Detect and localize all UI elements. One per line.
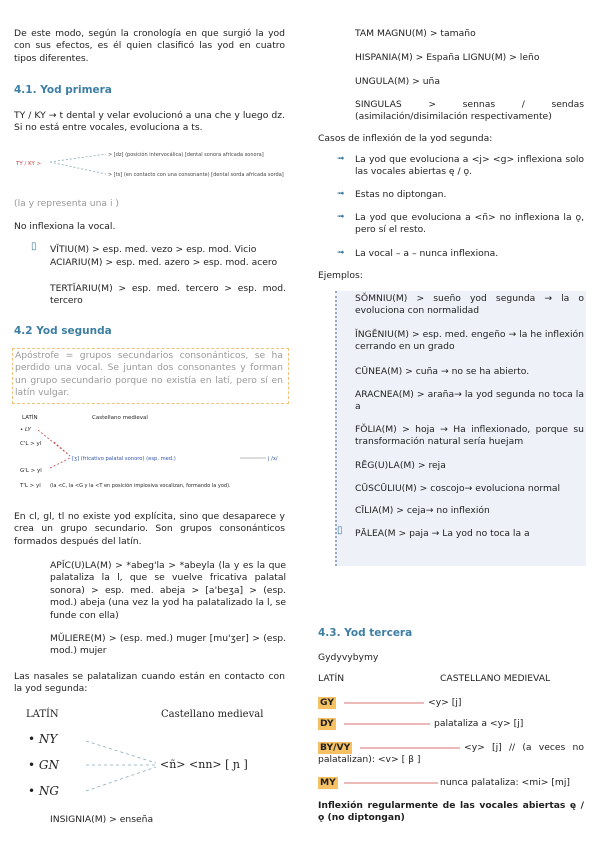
bullet-3: La yod que evoluciona a <ñ> no inflexiona la ǫ, pero sí el resto. <box>355 212 584 236</box>
bullet-1: La yod que evoluciona a <j> <g> inflexiona solo las vocales abiertas ę / ǫ. <box>355 154 584 178</box>
document-icon: ▯ <box>31 241 37 252</box>
example-tertiarium: TERTĬARIU(M) > esp. med. tercero > esp. mod. tercero <box>50 283 286 307</box>
diagram1-source: TY / KY > <box>16 161 42 167</box>
row-byvy-key: BY/VY <box>320 742 351 753</box>
example-muliere: MŬLIERE(M) > (esp. med.) muger [mu'ʒer] > (esp. mod.) mujer <box>50 633 286 657</box>
diagram2-castellano: Castellano medieval <box>92 415 148 421</box>
diagram-nasales <box>18 705 288 805</box>
ejemplos-heading: Ejemplos: <box>318 270 363 281</box>
diagram3-result: <ñ> <nn> [ ɲ ] <box>160 758 248 771</box>
example-singulas: SINGULAS > sennas / sendas (asimilación/disimilación respectivamente) <box>355 99 584 123</box>
arrow-bullet-icon: ➟ <box>337 248 345 258</box>
example-aracnea: ARACNEA(M) > araña→ la yod segunda no toca la a <box>355 389 584 413</box>
diagram2-latin: LATÍN <box>22 415 38 421</box>
apostrofe-text: Apóstrofe = grupos secundarios consonánticos, se ha perdido una vocal. Se juntan dos consonantes y forman un grupo secundario porque no existía en latí, pero sí en latín vulgar. <box>15 350 283 399</box>
example-regula: RĒG(U)LA(M) > reja <box>355 460 446 471</box>
bullet-4: La vocal – a – nunca inflexiona. <box>355 248 499 259</box>
arrow-bullet-icon: ➟ <box>337 154 345 164</box>
diagram3-latin: LATÍN <box>26 709 59 720</box>
example-cilia: CĪLIA(M) > ceja→ no inflexión <box>355 505 490 516</box>
row-my-value: nunca palataliza: <mi> [mj] <box>440 777 571 788</box>
diagram-yod-primera <box>14 144 285 184</box>
diagram3-ny: • NY <box>28 732 58 746</box>
grupos-paragraph: En cl, gl, tl no existe yod explícita, sino que desaparece y crea un grupo secundario. Son grupos consonánticos formados después del latín. <box>14 511 285 547</box>
inflexion-note: Inflexión regularmente de las vocales abiertas ę / ǫ (no diptongan) <box>318 800 584 824</box>
diagram2-mid: [ʒ] (fricativo palatal sonoro) (esp. med.) <box>72 456 176 462</box>
example-insignia: INSIGNIA(M) > enseña <box>50 814 154 825</box>
diagram3-ng: • NG <box>28 784 59 798</box>
example-vitium: VĬTIU(M) > esp. med. vezo > esp. mod. Vicio <box>50 244 257 255</box>
row-gy-key: GY <box>320 697 334 708</box>
arrow-bullet-icon: ➟ <box>337 212 345 222</box>
diagram3-arrows <box>18 705 288 805</box>
row-byvy-value: <y> [j] // (a veces no palatalizan): <v> [ β ] <box>318 742 584 766</box>
diagram1-top: > [dz] (posición intervocálica) [dental sonora africada sonora] <box>108 152 264 158</box>
gydyvybymy: Gydyvybymy <box>318 652 379 663</box>
intro-paragraph: De este modo, según la cronología en que surgió la yod con sus efectos, es él quien clasificó las yod en cuatro tipos diferentes. <box>14 28 285 64</box>
section-4-2-title: 4.2 Yod segunda <box>14 325 112 337</box>
casos-heading: Casos de inflexión de la yod segunda: <box>318 133 493 144</box>
faint-note: (la y representa una i ) <box>14 198 120 209</box>
section-4-1-title: 4.1. Yod primera <box>14 84 112 96</box>
diagram2-gly: G'L > yl <box>20 468 42 474</box>
diagram2-right: j /x/ <box>268 456 278 462</box>
table-head-castellano: CASTELLANO MEDIEVAL <box>440 673 551 684</box>
example-folia: FŎLIA(M) > hoja → Ha inflexionado, porque su transformación natural sería huejam <box>355 424 584 448</box>
row-dy-key: DY <box>320 718 334 729</box>
section-4-3-title: 4.3. Yod tercera <box>318 627 413 639</box>
table-head-latin: LATÍN <box>318 673 345 684</box>
yod-primera-paragraph: TY / KY → t dental y velar evolucionó a una che y luego dz. Si no está entre vocales, evoluciona a ts. <box>14 110 285 134</box>
example-palea: PĀLEA(M > paja → La yod no toca la a <box>355 528 530 539</box>
diagram2-cly: C'L > yl <box>20 441 42 447</box>
diagram2-tyl: T'L > yl <box>20 483 41 489</box>
diagram2-ly: • LY <box>20 427 31 433</box>
nasales-paragraph: Las nasales se palatalizan cuando están en contacto con la yod segunda: <box>14 671 285 695</box>
example-ungula: UNGULA(M) > uña <box>355 76 440 87</box>
arrow-bullet-icon: ➟ <box>337 189 345 199</box>
row-gy-value: <y> [j] <box>428 697 462 708</box>
example-apicula: APĬC(U)LA(M) > *abeg'la > *abeyla (la y es la que palataliza la l, que se vuelve fricativa palatal sonora) > esp. med. abeja > [a'beʒa] > (esp. mod.) abeja (una vez la yod ha palatalizado la l, se funde con ella) <box>50 560 286 621</box>
diagram3-castellano: Castellano medieval <box>161 709 264 720</box>
bullet-2: Estas no diptongan. <box>355 189 447 200</box>
row-dy-value: palataliza a <y> [j] <box>434 718 524 729</box>
example-ingenium: ĬNGĔNIU(M) > esp. med. engeño → la he inflexión cerrando en un grado <box>355 329 584 353</box>
example-cusculium: CŪSCŪLIU(M) > coscojo→ evoluciona normal <box>355 483 561 494</box>
document-icon: ▯ <box>337 525 343 536</box>
row-my-key: MY <box>320 777 336 788</box>
diagram2-note: (la <C, la <G y la <T en posición implosiva vocalizan, formando la yod). <box>50 483 231 489</box>
diagram1-bottom: > [ts] (en contacto con una consonante) [dental sorda africada sorda] <box>108 172 284 178</box>
example-somnium: SŎMNIU(M) > sueño yod segunda → la o evoluciona con normalidad <box>355 293 584 317</box>
example-hispania: HISPANIA(M) > España LIGNU(M) > leño <box>355 52 540 63</box>
no-inflexiona: No inflexiona la vocal. <box>14 221 116 232</box>
example-tam-magnum: TAM MAGNU(M) > tamaño <box>355 28 476 39</box>
diagram-yod-segunda <box>14 410 285 496</box>
example-cunea: CŪNEA(M) > cuña → no se ha abierto. <box>355 366 530 377</box>
example-aciarium: ACIARIU(M) > esp. med. azero > esp. mod. acero <box>50 257 278 268</box>
diagram3-gn: • GN <box>28 758 59 772</box>
